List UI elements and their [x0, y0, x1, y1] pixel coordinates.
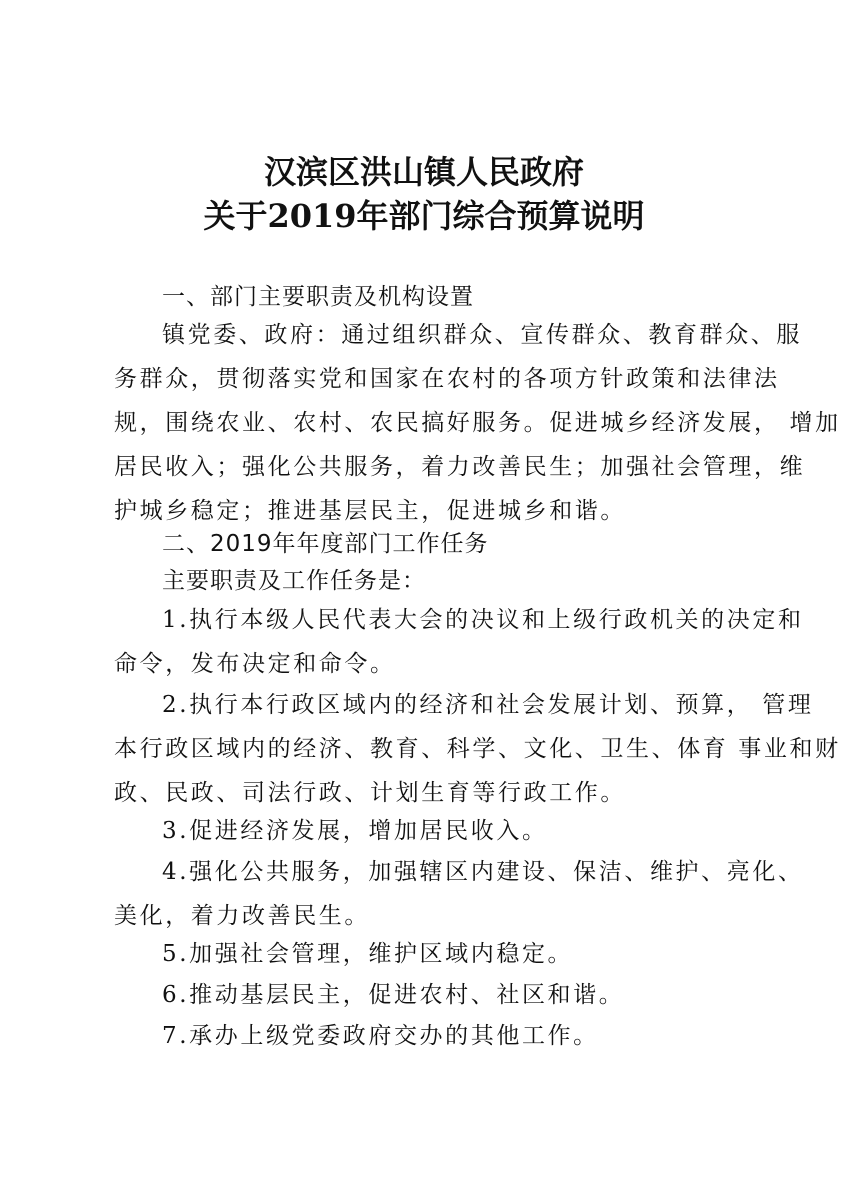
section-1-paragraph-line: 镇党委、政府：通过组织群众、宣传群众、教育群众、服 — [162, 322, 802, 348]
task-item-2-line: 政、民政、司法行政、计划生育等行政工作。 — [114, 780, 626, 806]
task-item-7-line: 7.承办上级党委政府交办的其他工作。 — [162, 1023, 599, 1049]
section-1-paragraph-line: 规，围绕农业、农村、农民搞好服务。促进城乡经济发展， 增加 — [114, 410, 841, 436]
task-item-2-line: 2.执行本行政区域内的经济和社会发展计划、预算， 管理 — [162, 692, 814, 718]
task-item-4-line: 美化，着力改善民生。 — [114, 903, 370, 929]
section-2-heading: 二、2019年年度部门工作任务 — [162, 531, 489, 557]
section-1-heading: 一、部门主要职责及机构设置 — [162, 284, 474, 310]
section-2-intro: 主要职责及工作任务是： — [162, 568, 426, 594]
task-item-5-line: 5.加强社会管理，维护区域内稳定。 — [162, 941, 574, 967]
section-1-paragraph-line: 护城乡稳定；推进基层民主，促进城乡和谐。 — [114, 498, 626, 524]
task-item-4-line: 4.强化公共服务，加强辖区内建设、保洁、维护、亮化、 — [162, 859, 804, 885]
task-item-1-line: 1.执行本级人民代表大会的决议和上级行政机关的决定和 — [162, 607, 804, 633]
task-item-1-line: 命令，发布决定和命令。 — [114, 651, 396, 677]
section-1-paragraph-line: 务群众，贯彻落实党和国家在农村的各项方针政策和法律法 — [114, 366, 780, 392]
task-item-3-line: 3.促进经济发展，增加居民收入。 — [162, 818, 548, 844]
task-item-6-line: 6.推动基层民主，促进农村、社区和谐。 — [162, 982, 625, 1008]
task-item-2-line: 本行政区域内的经济、教育、科学、文化、卫生、体育 事业和财 — [114, 736, 841, 762]
document-title-line-2: 关于2019年部门综合预算说明 — [203, 197, 645, 235]
document-title-line-1: 汉滨区洪山镇人民政府 — [263, 153, 584, 191]
section-1-paragraph-line: 居民收入；强化公共服务，着力改善民生；加强社会管理，维 — [114, 454, 806, 480]
